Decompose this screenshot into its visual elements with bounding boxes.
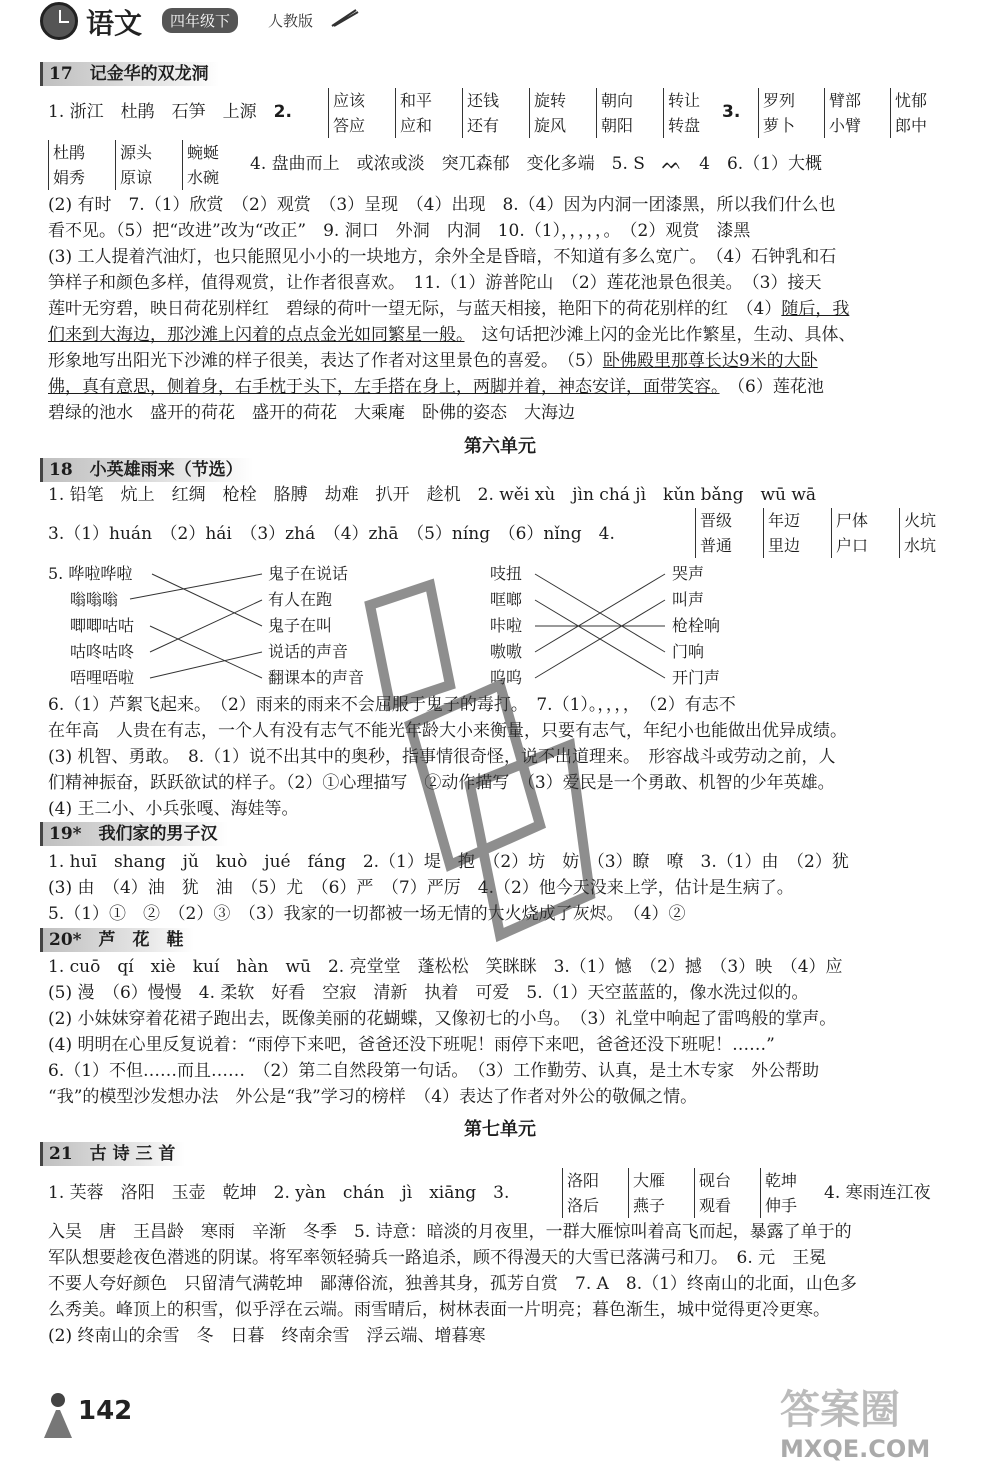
- section-20-title: 20* 芦 花 鞋: [40, 928, 194, 952]
- match-right-a: 吱扭: [490, 564, 523, 583]
- unit-7-title: 第七单元: [464, 1119, 536, 1140]
- match-right-a: 嗷嗷: [490, 642, 523, 661]
- match-right-a: 哐啷: [490, 590, 523, 609]
- s21-line-4: 不要人夸好颜色 只留清气满乾坤 鄙薄俗流，独善其身，孤芳自赏 7. A 8.（1）终南山的北面，山色多: [48, 1274, 857, 1294]
- section-18-title: 18 小英雄雨来（节选）: [40, 458, 253, 482]
- pen-icon: [330, 8, 360, 28]
- word-pair: 还钱 还有: [462, 88, 499, 138]
- s17-line-8: 们来到大海边，那沙滩上闪着的点点金光如同繁星一般。 这句话把沙滩上闪的金光比作繁星，生动、具体、: [48, 325, 856, 345]
- s19-line-3: 5.（1）① ② （2）③ （3）我家的一切都被一场无情的大火烧成了灰烬。 （4）②: [48, 904, 686, 924]
- s19-line-1: 1. huī shang jǔ kuò jué fáng 2.（1）堤 抱 （2）坊 妨 （3）瞭 嘹 3.（1）由 （2）犹: [48, 852, 849, 872]
- s17-q3-label: 3.: [722, 102, 741, 122]
- match-left: 咕咚咕咚: [70, 642, 135, 661]
- site-watermark: 答案圈 MXQE.COM: [780, 1387, 931, 1463]
- match-right-b: 开门声: [672, 668, 721, 687]
- word-pair: 杜鹃 娟秀: [48, 140, 85, 190]
- word-pair: 转让 转盘: [663, 88, 700, 138]
- unit-6-title: 第六单元: [464, 436, 536, 457]
- s17-line-3: (2) 有时 7.（1）欣赏 （2）观赏 （3）呈现 （4）出现 8.（4）因为内洞一团漆黑，所以我们什么也: [48, 195, 836, 215]
- s18-line-2: 3.（1）huán （2）hái （3）zhá （4）zhā （5）níng （6）nǐng 4.: [48, 524, 615, 544]
- match-right-a: 咔啦: [490, 616, 523, 635]
- s20-line-1: 1. cuō qí xiè kuí hàn wū 2. 亮堂堂 蓬松松 笑眯眯 3.（1）憾 （2）撼 （3）映 （4）应: [48, 957, 843, 977]
- word-pair: 臂部 小臂: [824, 88, 861, 138]
- match-middle: 有人在跑: [268, 590, 333, 609]
- match-left: 唧唧咕咕: [70, 616, 135, 635]
- word-pair: 和平 应和: [395, 88, 432, 138]
- section-21-title: 21 古 诗 三 首: [40, 1142, 185, 1166]
- s21-line-5: 么秀美。峰顶上的积雪，似乎浮在云端。雨雪晴后，树林表面一片明亮；暮色渐生，城中觉得更冷更寒。: [48, 1300, 830, 1320]
- grade-badge: 四年级下: [162, 8, 238, 33]
- word-pair: 罗列 萝卜: [758, 88, 795, 138]
- match-right-b: 门响: [672, 642, 705, 661]
- s21-line-6: (2) 终南山的余雪 冬 日暮 终南余雪 浮云端、增暮寒: [48, 1326, 486, 1346]
- match-left: 唔哩唔啦: [70, 668, 135, 687]
- match-right-a: 呜呜: [490, 668, 523, 687]
- match-left: 嗡嗡嗡: [70, 590, 119, 609]
- s20-line-3: (2) 小妹妹穿着花裙子跑出去，既像美丽的花蝴蝶，又像初七的小鸟。 （3）礼堂中响起了雷鸣般的掌声。: [48, 1009, 837, 1029]
- match-left: 5. 哗啦哗啦: [48, 564, 133, 583]
- s20-line-4: (4) 明明在心里反复说着：“雨停下来吧，爸爸还没下班呢！雨停下来吧，爸爸还没下班呢！……”: [48, 1035, 775, 1055]
- s18-line-3: 6.（1）芦絮飞起来。 （2）雨来的雨来不会屈服于鬼子的毒打。 7.（1）。，，，， （2）有志不: [48, 695, 736, 715]
- s17-line-10: 佛，真有意思，侧着身，右手枕于头下，左手搭在身上，两脚并着，神态安详，面带笑容。 （6）莲花池: [48, 377, 824, 397]
- subject-title: 语文: [86, 7, 143, 40]
- word-pair: 应该 答应: [328, 88, 365, 138]
- word-pair: 源头 原谅: [115, 140, 152, 190]
- word-pair: 乾坤 伸手: [760, 1168, 797, 1218]
- word-pair: 洛阳 洛后: [562, 1168, 599, 1218]
- word-pair: 朝向 朝阳: [596, 88, 633, 138]
- s21-line-3: 军队想要趁夜色潜逃的阴谋。将军率领轻骑兵一路追杀，顾不得漫天的大雪已落满弓和刀。 6. 元 王冕: [48, 1248, 827, 1268]
- s19-line-2: (3) 由 （4）油 犹 油 （5）尤 （6）严 （7）严厉 4.（2）他今天没来上学，估计是生病了。: [48, 878, 794, 898]
- page-header: [40, 0, 970, 50]
- s21-line-1: 1. 芙蓉 洛阳 玉壶 乾坤 2. yàn chán jì xiāng 3.: [48, 1183, 510, 1203]
- match-middle: 鬼子在说话: [268, 564, 349, 583]
- section-17-title: 17 记金华的双龙洞: [40, 62, 219, 86]
- match-right-b: 枪栓响: [672, 616, 721, 635]
- reading-figure-icon: [40, 1392, 76, 1440]
- match-middle: 说话的声音: [268, 642, 349, 661]
- match-right-b: 叫声: [672, 590, 705, 609]
- s18-line-4: 在年高 人贵在有志，一个人有没有志气不能光年龄大小来衡量，只要有志气，年纪小也能做出优异成绩。: [48, 721, 847, 741]
- s21-line-2: 入吴 唐 王昌龄 寒雨 辛渐 冬季 5. 诗意：暗淡的月夜里，一群大雁惊叫着高飞而起，暴露了单于的: [48, 1222, 852, 1242]
- s20-line-5: 6.（1）不但……而且…… （2）第二自然段第一句话。 （3）工作勤劳、认真，是土木专家 外公帮助: [48, 1061, 820, 1081]
- match-middle: 鬼子在叫: [268, 616, 333, 635]
- s17-line-7: 莲叶无穷碧，映日荷花别样红 碧绿的荷叶一望无际，与蓝天相接，艳阳下的荷花别样的红 （4）随后，我: [48, 299, 850, 319]
- s18-line-1: 1. 铅笔 炕上 红绸 枪栓 胳膊 劫难 扒开 趁机 2. wěi xù jìn chá jì kǔn bǎng wū wā: [48, 485, 817, 505]
- s17-line-4: 看不见。（5）把“改进”改为“改正” 9. 洞口 外洞 内洞 10.（1），，，，，。 （2）观赏 漆黑: [48, 221, 751, 241]
- edition-label: 人教版: [268, 12, 314, 30]
- s17-line-11: 碧绿的池水 盛开的荷花 盛开的荷花 大乘庵 卧佛的姿态 大海边: [48, 403, 575, 423]
- word-pair: 忧郁 郎中: [890, 88, 927, 138]
- s17-line-1: 1. 浙江 杜鹃 石笋 上源 2.: [48, 102, 292, 122]
- s18-line-7: (4) 王二小、小兵张嘎、海娃等。: [48, 799, 299, 819]
- match-middle: 翻课本的声音: [268, 668, 365, 687]
- word-pair: 年迈 里边: [763, 508, 800, 558]
- s17-line-5: (3) 工人提着汽油灯，也只能照见小小的一块地方，余外全是昏暗，不知道有多么宽广。 （4）石钟乳和石: [48, 247, 837, 267]
- s20-line-2: (5) 漫 （6）慢慢 4. 柔软 好看 空寂 清新 执着 可爱 5.（1）天空蓝蓝的，像水洗过似的。: [48, 983, 809, 1003]
- page-number: 142: [78, 1396, 133, 1426]
- section-19-title: 19* 我们家的男子汉: [40, 822, 228, 846]
- word-pair: 大雁 燕子: [628, 1168, 665, 1218]
- s20-line-6: “我”的模型沙发想办法 外公是“我”学习的榜样 （4）表达了作者对外公的敬佩之情。: [48, 1087, 698, 1107]
- word-pair: 砚台 观看: [694, 1168, 731, 1218]
- word-pair: 蜿蜒 水碗: [182, 140, 219, 190]
- s21-line-1b: 4. 寒雨连江夜: [824, 1183, 931, 1203]
- s18-line-6: 们精神振奋，跃跃欲试的样子。（2）①心理描写 ②动作描写 （3）爱民是一个勇敢、机智的少年英雄。: [48, 773, 835, 793]
- s18-line-5: (3) 机智、勇敢。 8.（1）说不出其中的奥秒，指事情很奇怪，说不出道理来。 形容战斗或劳动之前，人: [48, 747, 836, 767]
- s17-line-9: 形象地写出阳光下沙滩的样子很美，表达了作者对这里景色的喜爱。 （5）卧佛殿里那尊长达9米的大卧: [48, 351, 818, 371]
- match-right-b: 哭声: [672, 564, 705, 583]
- s17-line-6: 笋样子和颜色多样，值得观赏，让作者很喜欢。 11.（1）游普陀山 （2）莲花池景色很美。 （3）接天: [48, 273, 822, 293]
- word-pair: 晋级 普通: [695, 508, 732, 558]
- word-pair: 旋转 旋风: [529, 88, 566, 138]
- word-pair: 火坑 水坑: [899, 508, 936, 558]
- s17-line-2: 4. 盘曲而上 或浓或淡 突兀森郁 变化多端 5. S ᨓ 4 6.（1）大概: [250, 154, 823, 174]
- alarm-clock-icon: [40, 2, 78, 40]
- word-pair: 尸体 户口: [831, 508, 868, 558]
